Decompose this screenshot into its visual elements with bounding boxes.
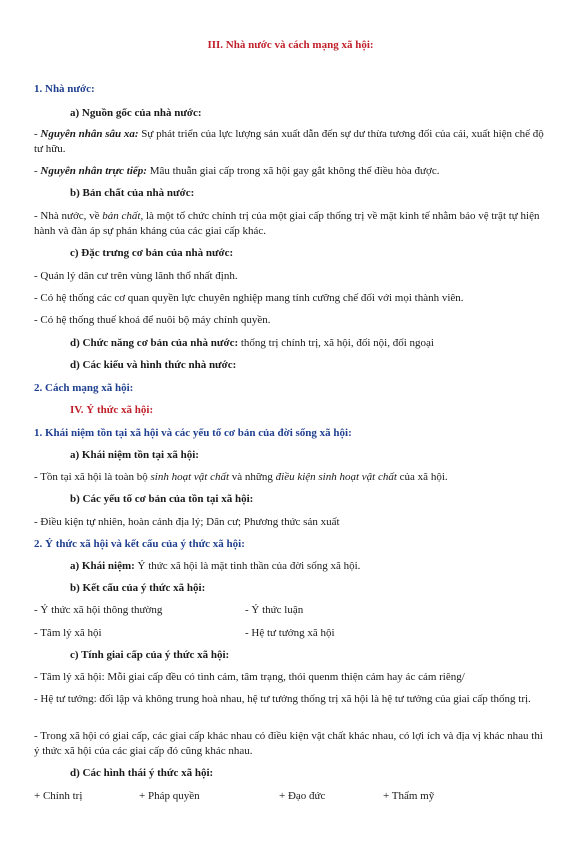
text-ton-tai-italic-2: điều kiện sinh hoạt vật chất (275, 471, 397, 483)
subheading-dac-trung: c) Đặc trưng cơ bản của nhà nước: (70, 247, 234, 259)
ket-cau-item-4: - Hệ tư tưởng xã hội (245, 627, 335, 639)
subheading-hinh-thai: d) Các hình thái ý thức xã hội: (70, 767, 214, 779)
label-nguyen-nhan-truc-tiep: Nguyên nhân trực tiếp: (40, 165, 147, 177)
paragraph-ban-chat (34, 209, 547, 239)
row-hinh-thai (34, 789, 547, 804)
subheading-tinh-giai-cap: c) Tính giai cấp của ý thức xã hội: (70, 649, 230, 661)
row-ket-cau-1 (34, 603, 547, 618)
subheading-chuc-nang: d) Chức năng cơ bản của nhà nước: (70, 337, 239, 349)
hinh-thai-item-3: + Đạo đức (279, 790, 326, 802)
subheading-nguon-goc: a) Nguồn gốc của nhà nước: (70, 107, 202, 119)
text-khai-niem: Ý thức xã hội là mặt tinh thần của đời sống xã hội. (134, 560, 361, 572)
paragraph-nguyen-nhan-truc-tiep: - Nguyên nhân trực tiếp: Mâu thuẫn giai cấp trong xã hội gay gắt không thể điều hòa được. (34, 165, 440, 177)
list-item-dac-trung-2: - Có hệ thống các cơ quan quyền lực chuyên nghiệp mang tính cưỡng chế đối với mọi thành viên. (34, 292, 464, 304)
heading-nha-nuoc: 1. Nhà nước: (34, 83, 95, 95)
hinh-thai-item-1: + Chính trị (34, 790, 83, 802)
text-ton-tai-c: của xã hội. (396, 471, 448, 483)
subheading-ket-cau: b) Kết cấu của ý thức xã hội: (70, 582, 206, 594)
heading-ton-tai-xa-hoi: 1. Khái niệm tồn tại xã hội và các yếu tố cơ bản của đời sống xã hội: (34, 427, 352, 439)
paragraph-ton-tai-xa-hoi (34, 470, 547, 485)
subheading-yeu-to-co-ban: b) Các yếu tố cơ bản của tồn tại xã hội: (70, 493, 254, 505)
heading-y-thuc-xa-hoi: 2. Ý thức xã hội và kết cấu của ý thức xã hội: (34, 538, 245, 550)
section-4-title: IV. Ý thức xã hội: (70, 404, 154, 416)
subheading-khai-niem: a) Khái niệm: (70, 560, 135, 572)
paragraph-tam-ly-xa-hoi: - Tâm lý xã hội: Mỗi giai cấp đều có tình cảm, tâm trạng, thói quenm thiện cảm hay ác cảm riêng/ (34, 671, 465, 683)
paragraph-giai-cap-khac-nhau: - Trong xã hội có giai cấp, các giai cấp khác nhau có điều kiện vật chất khác nhau, có lợi ích và địa vị khác nhau thì ý thức xã hội của các giai cấp đó cũng khác nhau. (34, 730, 543, 757)
text-nguyen-nhan-truc-tiep: Mâu thuẫn giai cấp trong xã hội gay gắt không thể điều hòa được. (146, 165, 440, 177)
text-ban-chat-a: - Nhà nước, về (34, 210, 103, 222)
heading-cach-mang: 2. Cách mạng xã hội: (34, 382, 134, 394)
hinh-thai-item-4: + Thẩm mỹ (383, 790, 435, 802)
section-3-title: III. Nhà nước và cách mạng xã hội: (207, 39, 374, 51)
text-ban-chat-italic: bản chất, (102, 210, 144, 222)
text-ban-chat-b: là một tổ chức chính trị của một giai cấp thống trị về mặt kinh tế nhằm bảo vệ trật tự hiện hành và đàn áp sự phản kháng của các giai cấp khác. (34, 210, 540, 237)
subheading-khai-niem-ton-tai: a) Khái niệm tồn tại xã hội: (70, 449, 199, 461)
paragraph-yeu-to-co-ban: - Điều kiện tự nhiên, hoàn cảnh địa lý; Dân cư; Phương thức sản xuất (34, 516, 340, 528)
paragraph-chuc-nang (70, 336, 547, 351)
label-nguyen-nhan-sau-xa: Nguyên nhân sâu xa: (40, 128, 139, 140)
paragraph-nguyen-nhan-sau-xa: - Nguyên nhân sâu xa: Sự phát triển của lực lượng sản xuất dẫn đến sự dư thừa tương đối của cải, xuất hiện chế độ tư hữu. (34, 128, 544, 155)
ket-cau-item-1: - Ý thức xã hội thông thường (34, 604, 163, 616)
row-ket-cau-2 (34, 626, 547, 641)
text-ton-tai-a: - Tồn tại xã hội là toàn bộ (34, 471, 151, 483)
list-item-dac-trung-3: - Có hệ thống thuế khoá để nuôi bộ máy chính quyền. (34, 314, 271, 326)
ket-cau-item-3: - Tâm lý xã hội (34, 627, 102, 639)
subheading-kieu-hinh-thuc: d) Các kiểu và hình thức nhà nước: (70, 359, 237, 371)
text-ton-tai-italic-1: sinh hoạt vật chất (150, 471, 230, 483)
paragraph-he-tu-tuong: - Hệ tư tưởng: đối lập và không trung hoà nhau, hệ tư tưởng thống trị xã hội là hệ tư tưởng của giai cấp thống trị. (34, 693, 531, 705)
text-ton-tai-b: và những (229, 471, 276, 483)
list-item-dac-trung-1: - Quản lý dân cư trên vùng lãnh thổ nhất định. (34, 270, 238, 282)
text-nguyen-nhan-sau-xa: Sự phát triển của lực lượng sản xuất dẫn đến sự dư thừa tương đối của cải, xuất hiện chế độ tư hữu. (34, 128, 544, 155)
hinh-thai-item-2: + Pháp quyền (139, 790, 200, 802)
ket-cau-item-2: - Ý thức luận (245, 604, 304, 616)
subheading-ban-chat: b) Bản chất của nhà nước: (70, 187, 195, 199)
text-chuc-nang: thống trị chính trị, xã hội, đối nội, đối ngoại (238, 337, 434, 349)
paragraph-khai-niem-y-thuc (70, 559, 547, 574)
